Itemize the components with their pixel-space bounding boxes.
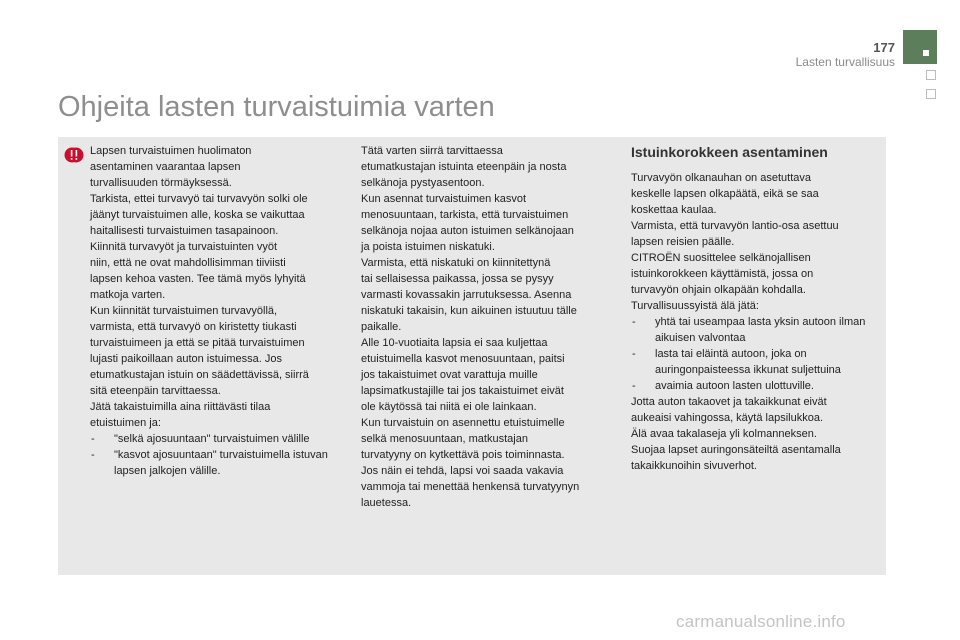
text-line: lapsimatkustajille tai jos takaistuimet eivät	[361, 385, 564, 397]
watermark: carmanualsonline.info	[676, 612, 846, 631]
current-page-marker-icon	[923, 50, 929, 56]
text-line: selkä menosuuntaan, matkustajan	[361, 433, 528, 445]
text-line: Kun asennat turvaistuimen kasvot	[361, 193, 527, 205]
text-line: ja poista istuimen niskatuki.	[361, 241, 495, 253]
text-line: Jotta auton takaovet ja takaikkunat eivät	[631, 396, 827, 408]
bullet-dash: -	[632, 380, 636, 392]
text-line: sitä eteenpäin tarvittaessa.	[90, 385, 221, 397]
text-line: turvaistuimeen ja että se pitää turvaistuimen	[90, 337, 305, 349]
column-3	[631, 143, 878, 474]
text-line: paikalle.	[361, 321, 402, 333]
nav-box-2[interactable]	[926, 89, 936, 99]
text-line: Turvavyön olkanauhan on asetuttava	[631, 172, 811, 184]
text-line: takaikkunoihin sivuverhot.	[631, 460, 757, 472]
text-line: Lapsen turvaistuimen huolimaton	[90, 145, 252, 157]
text-line: matkoja varten.	[90, 289, 166, 301]
text-line: vammoja tai menettää henkensä turvatyynyn	[361, 481, 580, 493]
text-line: jäänyt turvaistuimen alle, koska se vaikuttaa	[90, 209, 305, 221]
text-line: lujasti paikoillaan auton istuimessa. Jos	[90, 353, 282, 365]
text-line: koskettaa kaulaa.	[631, 204, 717, 216]
text-line: etuistuimen ja:	[90, 417, 161, 429]
text-line: aukeaisi vahingossa, käytä lapsilukkoa.	[631, 412, 824, 424]
bullet-dash: -	[91, 449, 95, 461]
text-line: tai sellaisessa paikassa, jossa se pysyy	[361, 273, 554, 285]
text-line: Tarkista, ettei turvavyö tai turvavyön solki ole	[90, 193, 308, 205]
bullet-dash: -	[632, 316, 636, 328]
text-line: Kun turvaistuin on asennettu etuistuimelle	[361, 417, 565, 429]
text-line: niskatuki takaisin, kun aikuinen istuutuu tälle	[361, 305, 577, 317]
list-item-text: lasta tai eläintä autoon, joka on auringonpaisteessa ikkunat suljettuina	[655, 348, 841, 376]
text-line: selkänoja pystyasentoon.	[361, 177, 485, 189]
chapter-tab[interactable]	[903, 30, 937, 64]
nav-box-1[interactable]	[926, 70, 936, 80]
bullet-dash: -	[632, 348, 636, 360]
content-panel	[58, 137, 886, 575]
text-line: selkänoja nojaa auton istuimen selkänojaan	[361, 225, 574, 237]
bullet-dash: -	[91, 433, 95, 445]
text-line: Varmista, että niskatuki on kiinnitettynä	[361, 257, 551, 269]
list-item	[631, 378, 878, 394]
section-heading: Istuinkorokkeen asentaminen	[631, 144, 828, 160]
text-line: etuistuimella kasvot menosuuntaan, paitsi	[361, 353, 565, 365]
warning-icon	[64, 147, 84, 163]
text-line: ole käytössä tai niitä ei ole lainkaan.	[361, 401, 537, 413]
text-line: varmasti kovassakin jarrutuksessa. Asenna	[361, 289, 572, 301]
page-title: Ohjeita lasten turvaistuimia varten	[58, 91, 495, 123]
list-item	[90, 431, 340, 447]
text-line: Tätä varten siirrä tarvittaessa	[361, 145, 503, 157]
text-line: Alle 10-vuotiaita lapsia ei saa kuljettaa	[361, 337, 548, 349]
text-line: lauetessa.	[361, 497, 412, 509]
text-line: varmista, että turvavyö on kiristetty tiukasti	[90, 321, 297, 333]
list-item	[631, 314, 878, 346]
page-number: 177	[873, 40, 895, 55]
text-line: jos takaistuimet ovat varattuja muille	[361, 369, 538, 381]
text-line: Suojaa lapset auringonsäteiltä asentamalla	[631, 444, 841, 456]
text-line: haitallisesti turvaistuimen tasapainoon.	[90, 225, 279, 237]
text-line: keskelle lapsen olkapäätä, eikä se saa	[631, 188, 819, 200]
text-line: turvatyyny on kytkettävä pois toiminnasta.	[361, 449, 565, 461]
list-item-text: "selkä ajosuuntaan" turvaistuimen välille	[114, 433, 310, 445]
text-line: menosuuntaan, tarkista, että turvaistuimen	[361, 209, 569, 221]
column-1	[90, 143, 340, 479]
list-item	[90, 447, 340, 479]
text-line: etumatkustajan istuin on säädettävissä, siirrä	[90, 369, 309, 381]
list-item-text: avaimia autoon lasten ulottuville.	[655, 380, 814, 392]
text-line: istuinkorokkeen käyttämistä, jossa on	[631, 268, 814, 280]
text-line: Älä avaa takalaseja yli kolmanneksen.	[631, 428, 817, 440]
text-line: CITROËN suosittelee selkänojallisen	[631, 252, 811, 264]
text-line: etumatkustajan istuinta eteenpäin ja nosta	[361, 161, 567, 173]
section-name: Lasten turvallisuus	[795, 55, 895, 69]
text-line: turvallisuuden törmäyksessä.	[90, 177, 232, 189]
text-line: Turvallisuussyistä älä jätä:	[631, 300, 759, 312]
text-line: lapsen reisien päälle.	[631, 236, 735, 248]
text-line: asentaminen vaarantaa lapsen	[90, 161, 241, 173]
text-line: niin, että ne ovat mahdollisimman tiiviisti	[90, 257, 286, 269]
text-line: Kun kiinnität turvaistuimen turvavyöllä,	[90, 305, 278, 317]
text-line: Jätä takaistuimilla aina riittävästi tilaa	[90, 401, 271, 413]
list-item	[631, 346, 878, 378]
text-line: Varmista, että turvavyön lantio-osa asettuu	[631, 220, 839, 232]
text-line: Jos näin ei tehdä, lapsi voi saada vakavia	[361, 465, 564, 477]
text-line: turvavyön ohjain olkapään kohdalla.	[631, 284, 806, 296]
list-item-text: yhtä tai useampaa lasta yksin autoon ilman aikuisen valvontaa	[655, 316, 866, 344]
column-2	[361, 143, 608, 511]
text-line: lapsen kehoa vasten. Tee tämä myös lyhyitä	[90, 273, 306, 285]
list-item-text: "kasvot ajosuuntaan" turvaistuimella istuvan lapsen jalkojen välille.	[114, 449, 328, 477]
text-line: Kiinnitä turvavyöt ja turvaistuinten vyöt	[90, 241, 278, 253]
